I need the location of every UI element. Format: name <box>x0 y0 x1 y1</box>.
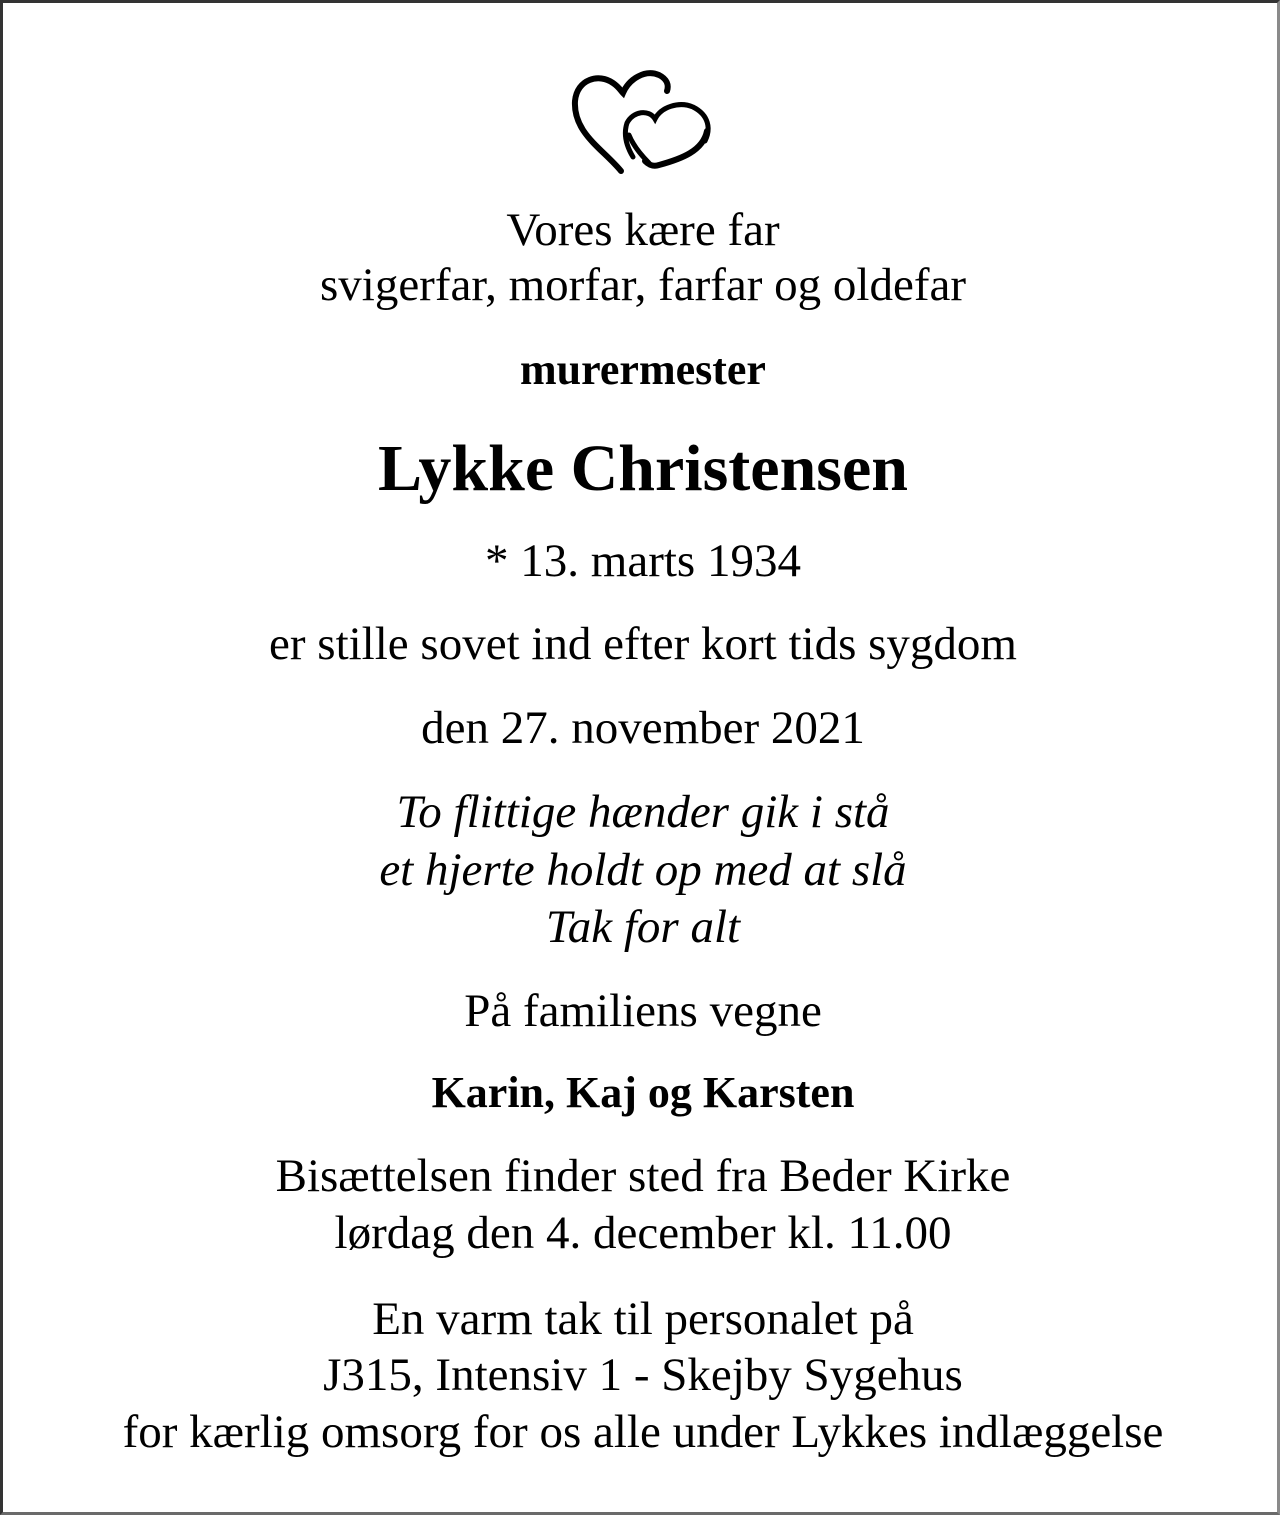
funeral-line-2: lørdag den 4. december kl. 11.00 <box>334 1207 952 1259</box>
verse-line-3: Tak for alt <box>545 901 741 953</box>
thanks-line-3: for kærlig omsorg for os alle under Lykkes indlæggelse <box>122 1406 1164 1458</box>
thanks-line-2: J315, Intensiv 1 - Skejby Sygehus <box>323 1349 963 1401</box>
deceased-name: Lykke Christensen <box>378 432 908 505</box>
verse-line-1: To flittige hænder gik i stå <box>396 786 890 838</box>
on-behalf-text: På familiens vegne <box>464 985 822 1037</box>
double-hearts-icon <box>563 61 723 176</box>
funeral-line-1: Bisættelsen finder sted fra Beder Kirke <box>275 1150 1011 1202</box>
passed-date: den 27. november 2021 <box>421 702 865 754</box>
signers: Karin, Kaj og Karsten <box>431 1068 855 1117</box>
deceased-title: murermester <box>520 345 766 394</box>
verse-line-2: et hjerte holdt op med at slå <box>379 844 907 896</box>
intro-line-1: Vores kære far <box>506 204 780 256</box>
thanks-line-1: En varm tak til personalet på <box>372 1293 914 1345</box>
birth-date: * 13. marts 1934 <box>485 535 801 587</box>
passed-text: er stille sovet ind efter kort tids sygdom <box>269 618 1017 670</box>
intro-line-2: svigerfar, morfar, farfar og oldefar <box>319 259 967 311</box>
